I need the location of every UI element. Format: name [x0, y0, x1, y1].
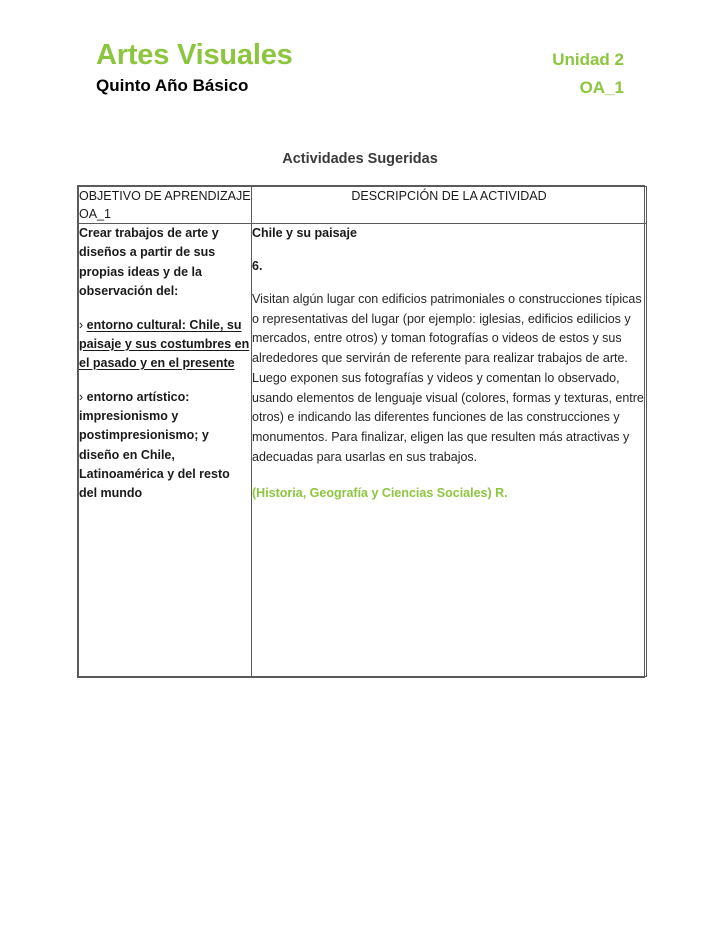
objective-bullet-1 [79, 316, 251, 373]
column-header-description: DESCRIPCIÓN DE LA ACTIVIDAD [252, 187, 647, 224]
objective-bullet-2 [79, 388, 251, 503]
objective-bullet-1-text: entorno cultural: Chile, su paisaje y sus costumbres en el pasado y en el presente [79, 317, 250, 370]
description-cell [252, 224, 647, 677]
oa-label: OA_1 [579, 78, 624, 98]
table-row [79, 224, 647, 677]
objective-cell [79, 224, 252, 677]
section-title: Actividades Sugeridas [282, 151, 438, 167]
document-subtitle: Quinto Año Básico [96, 76, 249, 96]
table-header-row [79, 187, 647, 224]
header-left-block [96, 40, 293, 96]
activity-title: Chile y su paisaje [252, 226, 357, 241]
activity-number: 6. [252, 259, 263, 273]
bullet-marker-icon-2: › [79, 390, 87, 405]
activity-source: (Historia, Geografía y Ciencias Sociales) R. [252, 485, 508, 500]
objective-intro: Crear trabajos de arte y diseños a partir de sus propias ideas y de la observación del: [79, 226, 219, 298]
document-header [96, 40, 624, 99]
header-right-block [552, 40, 624, 99]
unit-label: Unidad 2 [552, 50, 624, 69]
column-header-objective: OBJETIVO DE APRENDIZAJE OA_1 [79, 187, 252, 224]
bullet-marker-icon: › [79, 317, 87, 332]
activity-body: Visitan algún lugar con edificios patrimoniales o construcciones típicas o representativas del lugar (por ejemplo: iglesias, edificios edilicios y mercados, entre otros) y toman fotografías o videos de estos y sus alrededores que servirán de referente para realizar trabajos de arte. Luego exponen sus fotografías y videos y comentan lo observado, usando elementos de lenguaje visual (colores, formas y texturas, entre otros) e indicando las diferentes funciones de las construcciones y monumentos. Para finalizar, eligen las que resulten más atractivas y adecuadas para usarlas en sus trabajos. [252, 291, 644, 464]
objective-bullet-2-text: entorno artístico: impresionismo y postimpresionismo; y diseño en Chile, Latinoamérica y del resto del mundo [79, 390, 230, 500]
activities-table [77, 185, 645, 678]
document-title: Artes Visuales [96, 39, 293, 71]
